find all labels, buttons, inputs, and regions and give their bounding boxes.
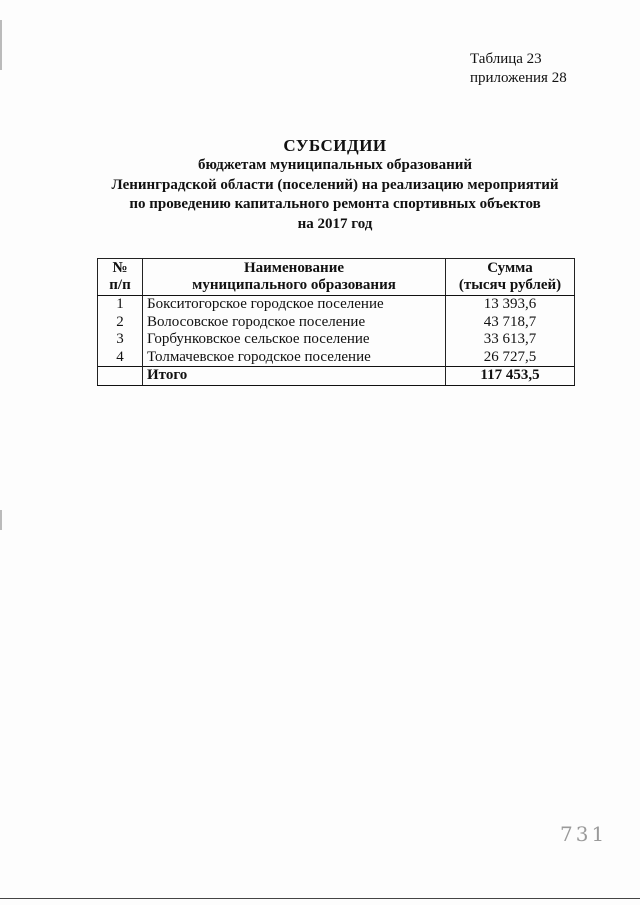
title-line: бюджетам муниципальных образований [198, 157, 472, 173]
table-row [98, 331, 575, 349]
row-num: 2 [98, 314, 143, 332]
row-name: Толмачевское городское поселение [143, 349, 446, 367]
header-sum [446, 259, 575, 296]
total-num [98, 367, 143, 386]
table-row [98, 314, 575, 332]
header-num [98, 259, 143, 296]
row-sum: 43 718,7 [446, 314, 575, 332]
scan-edge-mark [0, 510, 2, 530]
row-name: Волосовское городское поселение [143, 314, 446, 332]
table-row [98, 296, 575, 314]
document-title [0, 136, 640, 234]
page-number-stamp: 731 [560, 822, 608, 846]
title-line: по проведению капитального ремонта спортивных объектов [129, 196, 541, 212]
row-name: Горбунковское сельское поселение [143, 331, 446, 349]
row-sum: 33 613,7 [446, 331, 575, 349]
table-row [98, 349, 575, 367]
row-num: 1 [98, 296, 143, 314]
scan-bottom-edge [0, 898, 640, 899]
row-num: 4 [98, 349, 143, 367]
title-line: Ленинградской области (поселений) на реализацию мероприятий [111, 176, 559, 193]
title-main: СУБСИДИИ [283, 136, 387, 155]
table-number: Таблица 23 [470, 51, 542, 67]
header-name-line2: муниципального образования [192, 277, 396, 293]
row-name: Бокситогорское городское поселение [143, 296, 446, 314]
row-sum: 13 393,6 [446, 296, 575, 314]
row-num: 3 [98, 331, 143, 349]
appendix-number: приложения 28 [470, 70, 567, 86]
header-name [143, 259, 446, 296]
total-sum: 117 453,5 [446, 367, 575, 386]
header-sum-line1: Сумма [487, 260, 533, 276]
title-line: на 2017 год [297, 215, 373, 232]
total-row [98, 367, 575, 386]
scan-edge-mark [0, 20, 2, 70]
header-sum-line2: (тысяч рублей) [458, 277, 562, 293]
header-name-line1: Наименование [244, 260, 344, 276]
table-reference [470, 50, 567, 88]
row-sum: 26 727,5 [446, 349, 575, 367]
table-header-row [98, 259, 575, 296]
subsidy-table [97, 258, 575, 386]
header-num-line2: п/п [109, 277, 131, 293]
total-label: Итого [143, 367, 446, 386]
header-num-line1: № [112, 260, 128, 276]
